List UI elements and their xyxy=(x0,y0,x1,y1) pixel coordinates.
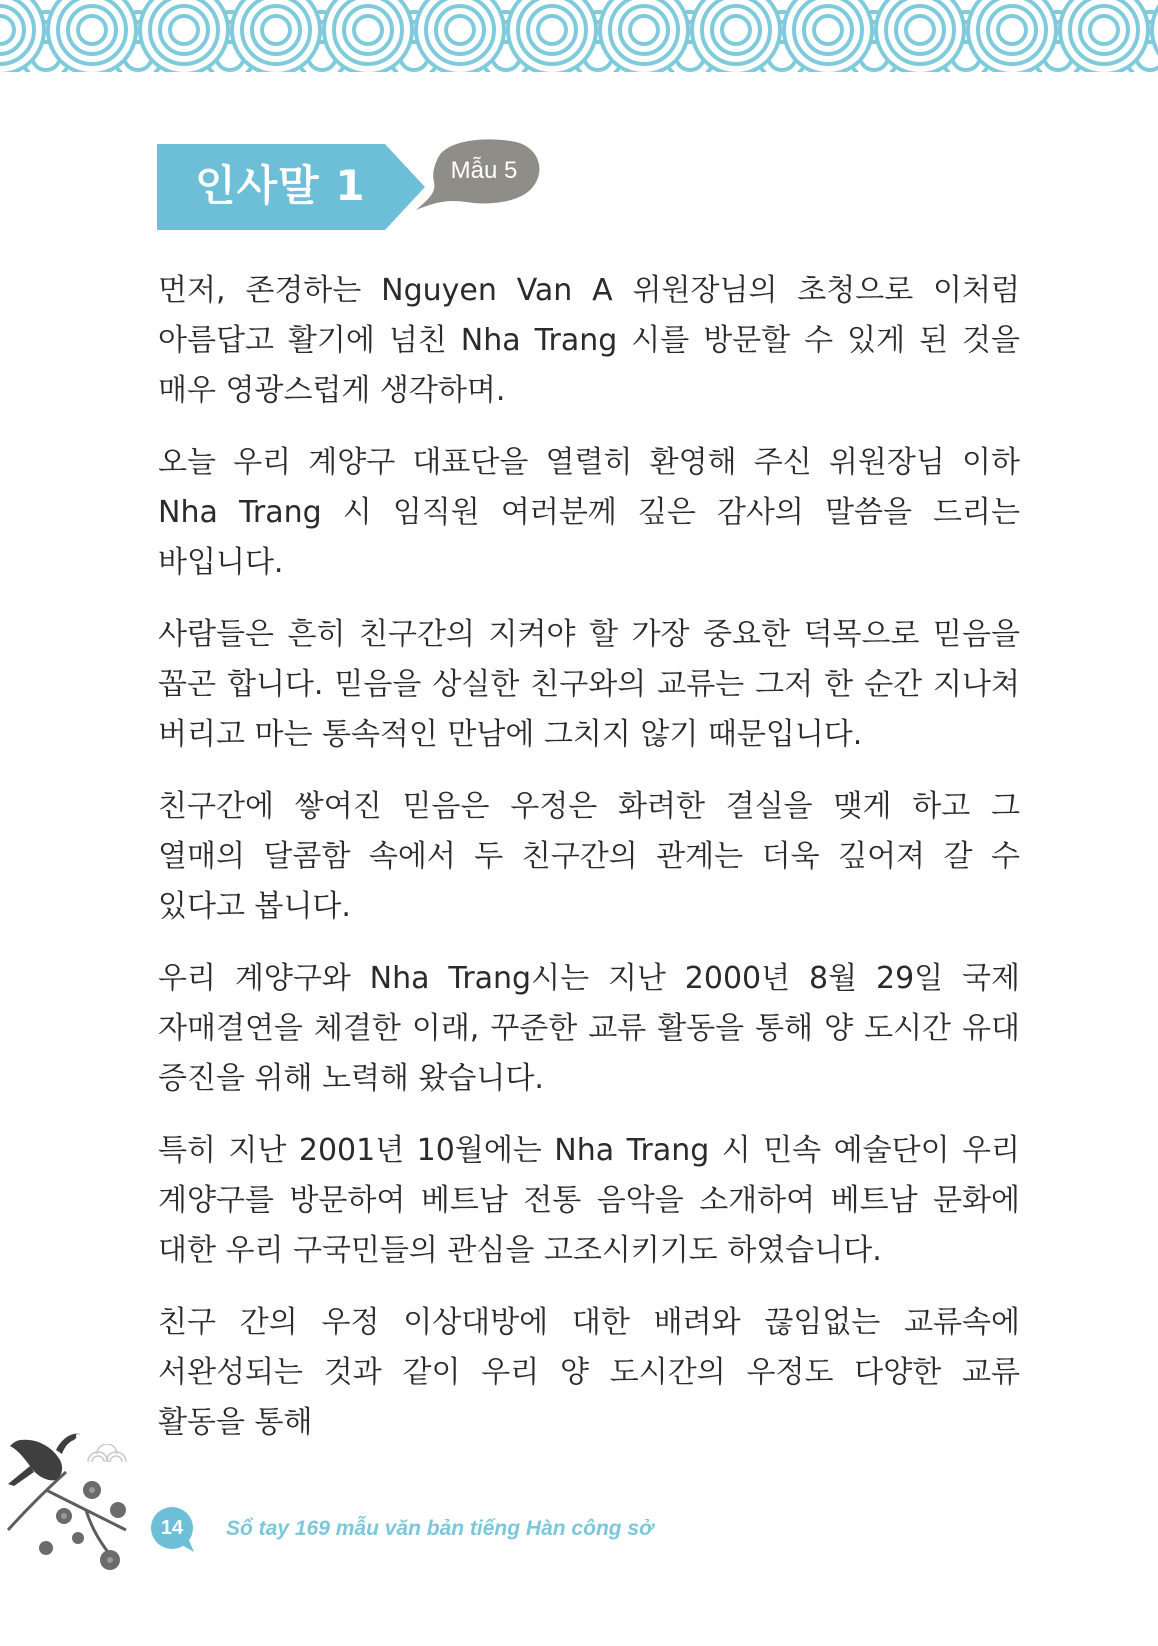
wave-arc xyxy=(600,0,688,72)
paragraph: 오늘 우리 계양구 대표단을 열렬히 환영해 주신 위원장님 이하 Nha Trang 시 임직원 여러분께 깊은 감사의 말씀을 드리는 바입니다. xyxy=(158,445,1020,580)
wave-arc xyxy=(416,0,504,72)
wave-arc xyxy=(324,0,412,72)
paragraph: 사람들은 흔히 친구간의 지켜야 할 가장 중요한 덕목으로 믿음을 꼽곤 합니다. 믿음을 상실한 친구와의 교류는 그저 한 순간 지나쳐 버리고 마는 통속적인 만남에 그치지 않기 때문입니다. xyxy=(158,617,1020,752)
wave-row xyxy=(0,0,1158,72)
body-text xyxy=(158,266,1020,1470)
wave-arc xyxy=(692,0,780,72)
wave-arc xyxy=(968,0,1056,72)
wave-arc xyxy=(1060,0,1148,72)
wave-arc xyxy=(508,0,596,72)
page-number: 14 xyxy=(160,1517,184,1539)
paragraph: 우리 계양구와 Nha Trang시는 지난 2000년 8월 29일 국제 자매결연을 체결한 이래, 꾸준한 교류 활동을 통해 양 도시간 유대 증진을 위해 노력해 왔습니다. xyxy=(158,961,1020,1096)
section-title: 인사말 1 xyxy=(195,161,366,210)
wave-arc xyxy=(232,0,320,72)
template-badge: Mẫu 5 xyxy=(450,157,518,184)
wave-arc xyxy=(784,0,872,72)
wave-pattern-border xyxy=(0,0,1158,72)
wave-arc xyxy=(140,0,228,72)
paragraph: 특히 지난 2001년 10월에는 Nha Trang 시 민속 예술단이 우리 계양구를 방문하여 베트남 전통 음악을 소개하여 베트남 문화에 대한 우리 구국민들의 관심을 고조시키기도 하였습니다. xyxy=(158,1133,1020,1268)
paragraph: 먼저, 존경하는 Nguyen Van A 위원장님의 초청으로 이처럼 아름답고 활기에 넘친 Nha Trang 시를 방문할 수 있게 된 것을 매우 영광스럽게 생각하며. xyxy=(158,273,1020,408)
bird-branch-illustration xyxy=(6,1420,146,1570)
mini-wave-ornament xyxy=(86,1444,128,1464)
wave-arc xyxy=(48,0,136,72)
paragraph: 친구간에 쌓여진 믿음은 우정은 화려한 결실을 맺게 하고 그 열매의 달콤함 속에서 두 친구간의 관계는 더욱 깊어져 갈 수 있다고 봅니다. xyxy=(158,789,1020,924)
paragraph: 친구 간의 우정 이상대방에 대한 배려와 끊임없는 교류속에 서완성되는 것과 같이 우리 양 도시간의 우정도 다양한 교류 활동을 통해 xyxy=(158,1305,1020,1440)
book-title: Sổ tay 169 mẫu văn bản tiếng Hàn công sở xyxy=(226,1517,654,1540)
wave-arc xyxy=(876,0,964,72)
